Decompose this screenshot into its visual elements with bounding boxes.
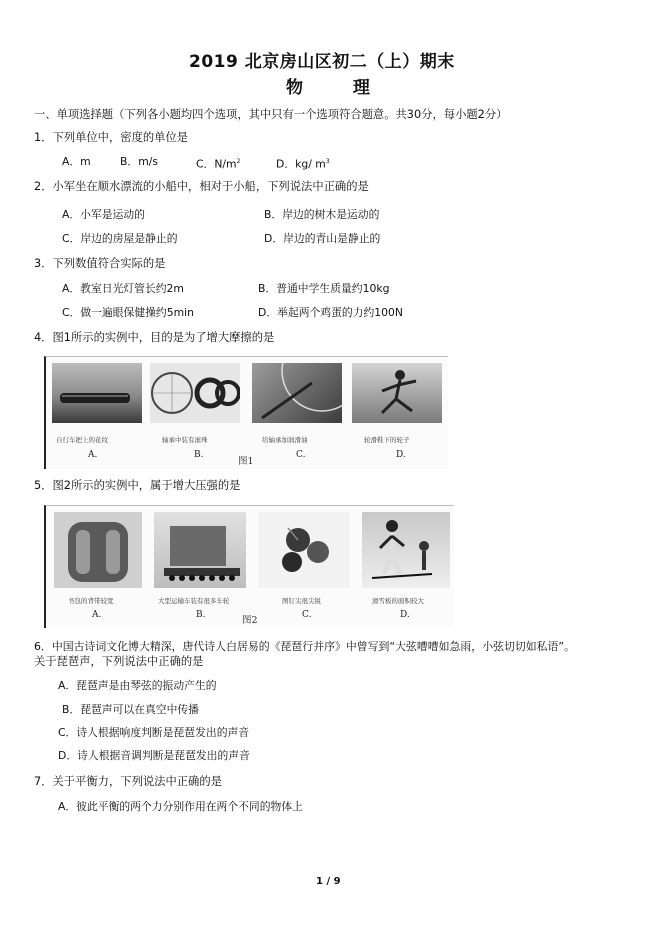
figure-2-letter-c: C.	[302, 610, 312, 620]
figure-1-photo-a	[52, 363, 142, 423]
q3-option-a: A．教室日光灯管长约2m	[62, 282, 184, 295]
figure-1-letter-d: D.	[396, 450, 406, 460]
q2-option-a: A．小军是运动的	[62, 208, 145, 221]
q6-option-b: B．琵琶声可以在真空中传播	[62, 703, 199, 716]
figure-1-letter-b: B.	[194, 450, 204, 460]
question-6-stem-line2: 关于琵琶声，下列说法中正确的是	[34, 655, 204, 668]
figure-2-caption-d: 滑雪板的面积较大	[372, 597, 424, 605]
figure-2-letter-a: A.	[92, 610, 102, 620]
figure-2-photo-a	[54, 512, 142, 588]
figure-1-label: 图1	[238, 456, 254, 467]
figure-1-letter-c: C.	[296, 450, 306, 460]
q3-option-c: C．做一遍眼保健操约5min	[62, 306, 194, 319]
figure-2-caption-a: 书包的背带较宽	[68, 597, 114, 605]
figure-2	[44, 505, 454, 628]
figure-2-label: 图2	[242, 615, 258, 626]
q1-option-d: D．kg/ $m^3$	[276, 157, 330, 171]
figure-1-caption-a: 自行车把上的花纹	[56, 436, 108, 444]
figure-1-caption-b: 轴承中装有滚珠	[162, 436, 208, 444]
figure-1-photo-d	[352, 363, 442, 423]
figure-1-photo-c	[252, 363, 342, 423]
q6-option-c: C．诗人根据响度判断是琵琶发出的声音	[58, 726, 250, 739]
question-2-stem: 2．小军坐在顺水漂流的小船中，相对于小船，下列说法中正确的是	[34, 180, 369, 193]
question-6-stem-line1: 6．中国古诗词文化博大精深，唐代诗人白居易的《琵琶行并序》中曾写到“大弦嘈嘈如急雨，小弦切切如私语”。	[34, 640, 575, 653]
q3-option-d: D．举起两个鸡蛋的力约100N	[258, 306, 403, 319]
question-7-stem: 7．关于平衡力，下列说法中正确的是	[34, 775, 222, 788]
section-heading: 一、单项选择题（下列各小题均四个选项，其中只有一个选项符合题意。共30分，每小题2分）	[34, 108, 508, 121]
figure-1-letter-a: A.	[88, 450, 98, 460]
question-3-stem: 3．下列数值符合实际的是	[34, 257, 166, 270]
subject-title: 物 理	[286, 78, 392, 98]
q6-option-a: A．琵琶声是由琴弦的振动产生的	[58, 679, 217, 692]
page-title: 2019 北京房山区初二（上）期末	[189, 52, 455, 72]
question-4-stem: 4．图1所示的实例中，目的是为了增大摩擦的是	[34, 331, 275, 344]
page-number: 1 / 9	[316, 876, 341, 887]
figure-2-letter-b: B.	[196, 610, 206, 620]
q1-option-c: C．$N/m^2$	[196, 157, 241, 171]
question-1-stem: 1．下列单位中，密度的单位是	[34, 131, 189, 144]
q2-option-d: D．岸边的青山是静止的	[264, 232, 381, 245]
q1-option-b: B．m/s	[120, 155, 158, 168]
figure-2-photo-c	[258, 512, 350, 588]
question-5-stem: 5．图2所示的实例中，属于增大压强的是	[34, 479, 241, 492]
figure-2-photo-d	[362, 512, 450, 588]
figure-1-caption-d: 轮滑鞋下的轮子	[364, 436, 410, 444]
q2-option-c: C．岸边的房屋是静止的	[62, 232, 178, 245]
q7-option-a: A．彼此平衡的两个力分别作用在两个不同的物体上	[58, 800, 303, 813]
q1-option-a: A．m	[62, 155, 91, 168]
q2-option-b: B．岸边的树木是运动的	[264, 208, 380, 221]
figure-1-caption-c: 给轴承加润滑油	[262, 436, 308, 444]
figure-1	[44, 356, 448, 469]
figure-2-caption-c: 图钉尖很尖锐	[282, 597, 321, 605]
figure-2-caption-b: 大型运输车装有很多车轮	[158, 597, 230, 605]
figure-2-photo-b	[154, 512, 246, 588]
q6-option-d: D．诗人根据音调判断是琵琶发出的声音	[58, 749, 250, 762]
figure-2-letter-d: D.	[400, 610, 410, 620]
q3-option-b: B．普通中学生质量约10kg	[258, 282, 390, 295]
figure-1-photo-b	[150, 363, 240, 423]
